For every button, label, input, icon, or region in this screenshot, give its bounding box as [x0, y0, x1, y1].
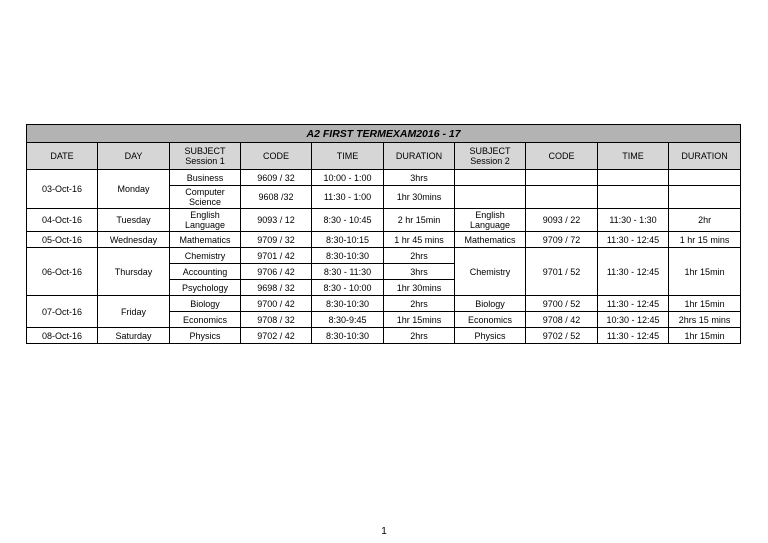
header-time-2: TIME: [598, 143, 669, 170]
code-cell: 9706 / 42: [241, 264, 312, 280]
duration-cell: 1hr 30mins: [384, 280, 455, 296]
duration-cell: 3hrs: [384, 264, 455, 280]
code-2-cell: 9093 / 22: [526, 209, 598, 232]
subject-cell: Biology: [170, 296, 241, 312]
code-cell: 9702 / 42: [241, 328, 312, 344]
duration-2-cell: 1hr 15min: [669, 248, 741, 296]
table-row: [27, 170, 741, 186]
time-cell: 8:30-10:30: [312, 296, 384, 312]
duration-cell: 2hrs: [384, 296, 455, 312]
subject-2-cell: English Language: [455, 209, 526, 232]
day-cell: Monday: [98, 170, 170, 209]
time-cell: 8:30-10:15: [312, 232, 384, 248]
duration-2-cell: 2hrs 15 mins: [669, 312, 741, 328]
subject-2-cell: Physics: [455, 328, 526, 344]
code-cell: 9609 / 32: [241, 170, 312, 186]
time-2-cell: 11:30 - 12:45: [598, 296, 669, 312]
empty-cell: [455, 186, 526, 209]
subject-cell: Chemistry: [170, 248, 241, 264]
code-2-cell: 9700 / 52: [526, 296, 598, 312]
time-2-cell: 11:30 - 1:30: [598, 209, 669, 232]
duration-cell: 1hr 15mins: [384, 312, 455, 328]
time-cell: 11:30 - 1:00: [312, 186, 384, 209]
code-cell: 9709 / 32: [241, 232, 312, 248]
subject-cell: Business: [170, 170, 241, 186]
code-2-cell: 9701 / 52: [526, 248, 598, 296]
code-cell: 9093 / 12: [241, 209, 312, 232]
time-2-cell: 11:30 - 12:45: [598, 248, 669, 296]
date-cell: 07-Oct-16: [27, 296, 98, 328]
subject-2-cell: Economics: [455, 312, 526, 328]
header-day: DAY: [98, 143, 170, 170]
date-cell: 08-Oct-16: [27, 328, 98, 344]
date-cell: 05-Oct-16: [27, 232, 98, 248]
subject-2-cell: Chemistry: [455, 248, 526, 296]
duration-2-cell: 2hr: [669, 209, 741, 232]
header-time-1: TIME: [312, 143, 384, 170]
duration-2-cell: 1hr 15min: [669, 328, 741, 344]
duration-cell: 2hrs: [384, 328, 455, 344]
time-2-cell: 11:30 - 12:45: [598, 232, 669, 248]
table-row: [27, 328, 741, 344]
page-number: 1: [381, 526, 387, 537]
empty-cell: [526, 186, 598, 209]
empty-cell: [669, 186, 741, 209]
table-title: A2 FIRST TERMEXAM2016 - 17: [27, 125, 741, 143]
code-cell: 9700 / 42: [241, 296, 312, 312]
duration-cell: 1hr 30mins: [384, 186, 455, 209]
duration-cell: 1 hr 45 mins: [384, 232, 455, 248]
duration-2-cell: 1 hr 15 mins: [669, 232, 741, 248]
empty-cell: [669, 170, 741, 186]
exam-timetable: [26, 124, 741, 344]
header-code-2: CODE: [526, 143, 598, 170]
subject-2-cell: Biology: [455, 296, 526, 312]
time-cell: 8:30 - 11:30: [312, 264, 384, 280]
header-code-1: CODE: [241, 143, 312, 170]
duration-cell: 2 hr 15min: [384, 209, 455, 232]
subject-cell: Physics: [170, 328, 241, 344]
code-2-cell: 9709 / 72: [526, 232, 598, 248]
header-date: DATE: [27, 143, 98, 170]
duration-cell: 3hrs: [384, 170, 455, 186]
time-cell: 8:30 - 10:45: [312, 209, 384, 232]
time-2-cell: 11:30 - 12:45: [598, 328, 669, 344]
header-duration-2: DURATION: [669, 143, 741, 170]
subject-cell: English Language: [170, 209, 241, 232]
date-cell: 04-Oct-16: [27, 209, 98, 232]
code-2-cell: 9708 / 42: [526, 312, 598, 328]
day-cell: Saturday: [98, 328, 170, 344]
subject-cell: Economics: [170, 312, 241, 328]
header-subject-session-1: SUBJECT Session 1: [170, 143, 241, 170]
header-subject-session-2: SUBJECT Session 2: [455, 143, 526, 170]
subject-cell: Psychology: [170, 280, 241, 296]
day-cell: Friday: [98, 296, 170, 328]
subject-cell: Computer Science: [170, 186, 241, 209]
duration-2-cell: 1hr 15min: [669, 296, 741, 312]
time-cell: 8:30-10:30: [312, 248, 384, 264]
code-cell: 9708 / 32: [241, 312, 312, 328]
table-row: [27, 232, 741, 248]
empty-cell: [455, 170, 526, 186]
table-row: [27, 248, 741, 264]
empty-cell: [598, 186, 669, 209]
time-cell: 8:30-9:45: [312, 312, 384, 328]
subject-cell: Mathematics: [170, 232, 241, 248]
day-cell: Wednesday: [98, 232, 170, 248]
date-cell: 06-Oct-16: [27, 248, 98, 296]
time-cell: 8:30 - 10:00: [312, 280, 384, 296]
subject-cell: Accounting: [170, 264, 241, 280]
table-row: [27, 209, 741, 232]
day-cell: Thursday: [98, 248, 170, 296]
code-2-cell: 9702 / 52: [526, 328, 598, 344]
time-cell: 10:00 - 1:00: [312, 170, 384, 186]
date-cell: 03-Oct-16: [27, 170, 98, 209]
code-cell: 9701 / 42: [241, 248, 312, 264]
duration-cell: 2hrs: [384, 248, 455, 264]
table-row: [27, 296, 741, 312]
code-cell: 9608 /32: [241, 186, 312, 209]
empty-cell: [526, 170, 598, 186]
time-cell: 8:30-10:30: [312, 328, 384, 344]
time-2-cell: 10:30 - 12:45: [598, 312, 669, 328]
subject-2-cell: Mathematics: [455, 232, 526, 248]
code-cell: 9698 / 32: [241, 280, 312, 296]
empty-cell: [598, 170, 669, 186]
header-duration-1: DURATION: [384, 143, 455, 170]
day-cell: Tuesday: [98, 209, 170, 232]
